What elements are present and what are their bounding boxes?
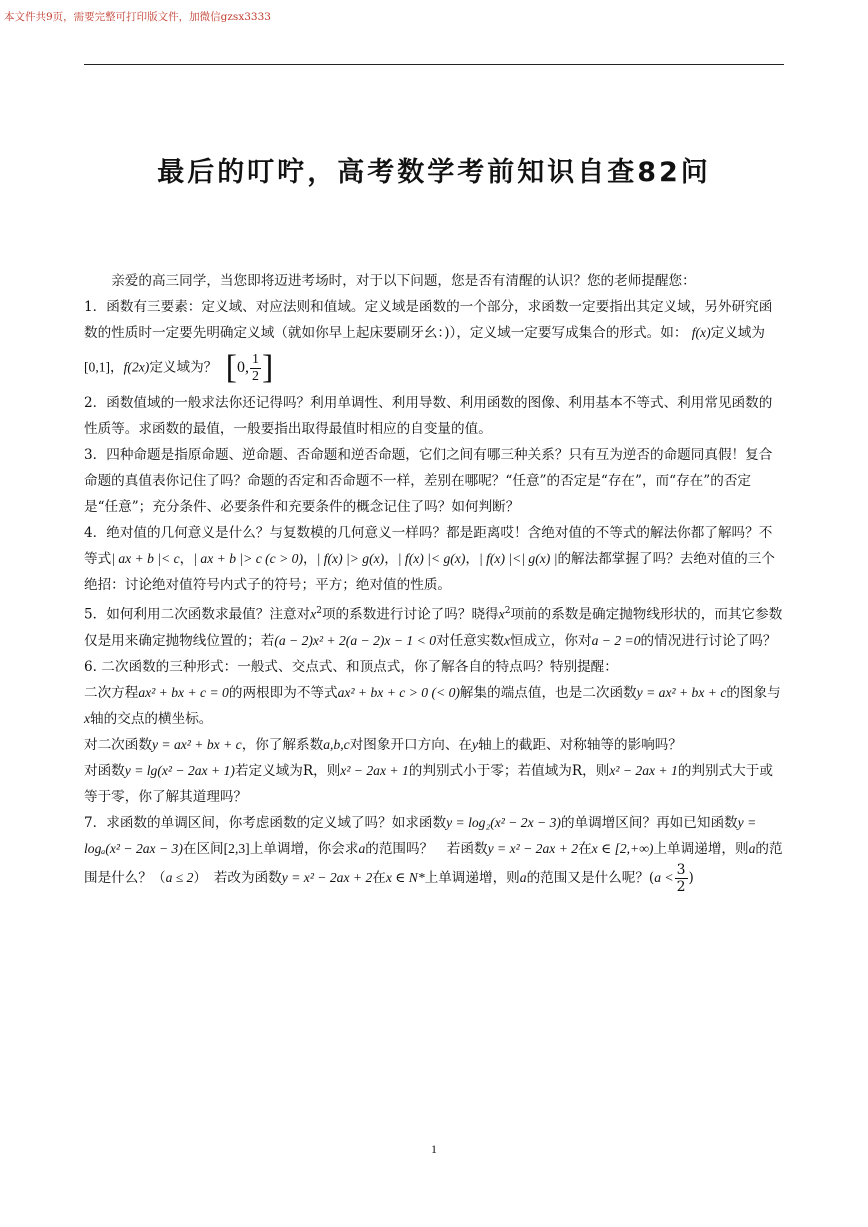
question-1 — [84, 294, 784, 390]
q6-math-quad: x² − 2ax + 1 — [340, 762, 409, 778]
question-3: 3．四种命题是指原命题、逆命题、否命题和逆否命题，它们之间有哪三种关系？只有互为逆否的命题同真假！复合命题的真值表你记住了吗？命题的否定和否命题不一样，差别在哪呢？“任意”的否定是“存在”，而“存在”的否定是“任意”；充分条件、必要条件和充要条件的概念记住了吗？如何判断？ — [84, 447, 773, 515]
q7-math-answer: a ≤ 2 — [165, 869, 194, 885]
q4-text-2: 的解法都掌握了吗？去绝对值的三个绝招：讨论绝对值符号内式子的符号；平方；绝对值的性质。 — [84, 551, 775, 593]
question-4 — [84, 520, 784, 598]
q7-fraction: $\frac{3}{2}$ — [676, 861, 686, 895]
q7-text-c: 在区间 — [182, 840, 224, 857]
q4-sep-3: ， — [384, 551, 398, 567]
q5-text-5: 恒成立，你对 — [510, 632, 592, 649]
q6-math-func-2: y = ax² + bx + c — [151, 736, 242, 752]
q5-text-1: 5．如何利用二次函数求最值？注意对 — [84, 606, 311, 623]
q6-text-j: 对函数 — [84, 762, 125, 779]
q7-math-func-2: y = x² − 2ax + 2 — [281, 869, 373, 885]
q7-math-func: y = x² − 2ax + 2 — [487, 840, 579, 856]
q6-text-e: 轴的交点的横坐标。 — [90, 710, 213, 727]
q6-text-b: 的两根即为不等式 — [228, 684, 338, 701]
question-5: 5．如何利用二次函数求最值？注意对$x^2$项的系数进行讨论了吗？晓得$x^2$项前的系数是确定抛物线形状的，而其它参数仅是用来确定抛物线位置的；若(a − 2)x² + 2(a − 2)x − 1 < 0对任意实数x恒成立，你对a − 2 =0的情况进行讨论了吗？ — [84, 606, 783, 649]
q1-math-fx: f(x) — [691, 325, 711, 340]
q5-text-4: 对任意实数 — [436, 632, 504, 649]
question-2: 2．函数值域的一般求法你还记得吗？利用单调性、利用导数、利用函数的图像、利用基本不等式、利用常见函数的性质等。求函数的最值，一般要指出取得最值时相应的自变量的值。 — [84, 395, 773, 437]
q6-text-l: 的判别式小于零；若值域为R，则 — [408, 762, 610, 779]
q5-text-2: 项的系数进行讨论了吗？晓得 — [321, 606, 499, 623]
q4-sep-4: ， — [465, 551, 479, 567]
q7-text-j: 在 — [372, 869, 386, 886]
q7-math-naturals: x ∈ N* — [385, 869, 425, 885]
q7-text-end: ) — [688, 869, 694, 886]
q1-text-2: 定义域为 — [710, 325, 765, 341]
page-number: 1 — [431, 1142, 437, 1156]
q5-text-6: 的情况进行讨论了吗？ — [640, 632, 777, 649]
q4-text-1: 4．绝对值的几何意义是什么？与复数模的几何意义一样吗？都是距离哎！含绝对值的不等式的解法你都了解吗？不等式 — [84, 525, 773, 567]
question-6-heading: 6. 二次函数的三种形式：一般式、交点式、和顶点式，你了解各自的特点吗？特别提醒： — [84, 658, 618, 675]
q7-var-a-2: a — [748, 840, 756, 856]
q7-text-h: 的范围是什么？（ — [84, 840, 783, 886]
q6-var-x: x — [84, 710, 91, 726]
q4-sep-1: ， — [179, 551, 194, 567]
q1-text-3: ， — [110, 359, 124, 376]
q7-text-a: 7．求函数的单调区间，你考虑函数的定义域了吗？如求函数 — [84, 814, 447, 831]
q7-math-log2: y = log₂(x² − 2x − 3) — [446, 814, 561, 830]
q5-math-ineq: (a − 2)x² + 2(a − 2)x − 1 < 0 — [274, 632, 436, 648]
q6-math-func: y = ax² + bx + c — [636, 684, 727, 700]
question-6-roots — [84, 680, 784, 732]
q1-answer-interval: [ 0, $\frac{1}{2}$ ] — [225, 349, 274, 386]
header-rule — [84, 64, 784, 65]
q4-math-2: | ax + b |> c (c > 0) — [193, 551, 303, 566]
q7-text-f: 在 — [578, 840, 592, 857]
q5-var-x: x — [503, 632, 511, 648]
q4-math-4: | f(x) |< g(x) — [397, 551, 466, 566]
q6-text-n: 的判别式大于或等于零，你了解其道理吗？ — [84, 762, 773, 805]
q6-text-h: 对图象开口方向、在 — [349, 736, 473, 753]
q5-math-eq: a − 2 =0 — [591, 632, 641, 648]
q7-var-a: a — [358, 840, 366, 856]
q6-text-k: 若定义域为R，则 — [234, 762, 341, 779]
watermark-text: 本文件共9页，需要完整可打印版文件，加微信gzsx3333 — [4, 11, 271, 23]
q7-text-k: 上单调递增，则 — [424, 869, 520, 886]
q7-math-answer-2: a < — [654, 869, 674, 885]
q7-text-b: 的单调增区间？再如已知函数 — [560, 814, 738, 831]
q4-math-3: | f(x) |> g(x) — [316, 551, 385, 566]
q7-math-interval: [2,3] — [223, 840, 250, 856]
q6-text-a: 二次方程 — [84, 684, 139, 701]
q6-math-lg: y = lg(x² − 2ax + 1) — [124, 762, 235, 778]
q6-math-ineq: ax² + bx + c > 0 (< 0) — [337, 684, 460, 700]
q5-math-x-2: x — [498, 606, 505, 622]
q1-text-4: 定义域为？ — [149, 359, 218, 376]
q6-math-quad-2: x² − 2ax + 1 — [609, 762, 678, 778]
q6-var-y: y — [472, 736, 479, 752]
q4-sep-2: ， — [303, 551, 317, 567]
q7-math-loga: y = logₐ(x² − 2ax − 3) — [84, 814, 757, 856]
q1-math-f2x: f(2x) — [123, 359, 150, 375]
q1-math-interval: [0,1] — [84, 359, 111, 375]
q7-var-a-3: a — [519, 869, 527, 885]
q6-text-g: ，你了解系数 — [241, 736, 324, 753]
page-title: 最后的叮咛，高考数学考前知识自查82问 — [157, 157, 711, 188]
q1-text: 1．函数有三要素：定义域、对应法则和值域。定义域是函数的一个部分，求函数一定要指出其定义域，另外研究函数的性质时一定要先明确定义域（就如你早上起床要刷牙幺：)），定义域一定要写成集合的形式。如： — [84, 299, 773, 341]
intro-paragraph: 亲爱的高三同学，当您即将迈进考场时，对于以下问题，您是否有清醒的认识？您的老师提醒您： — [111, 273, 696, 289]
q7-math-domain: x ∈ [2,+∞) — [591, 840, 654, 856]
q6-math-abc: a,b,c — [323, 736, 350, 752]
q7-text-l: 的范围又是什么呢？( — [526, 869, 655, 886]
q6-text-d: 的图象与 — [726, 684, 781, 701]
question-6-coeffs — [84, 732, 784, 758]
document-body — [84, 268, 784, 895]
q5-text-3: 项前的系数是确定抛物线形状的，而其它参数仅是用来确定抛物线位置的；若 — [84, 606, 783, 649]
q7-text-i: ） 若改为函数 — [193, 869, 282, 886]
q4-math-5: | f(x) |<| g(x) | — [478, 551, 558, 566]
q6-text-c: 解集的端点值，也是二次函数 — [459, 684, 637, 701]
question-6-lg — [84, 758, 784, 810]
q6-math-eq: ax² + bx + c = 0 — [138, 684, 229, 700]
q6-text-i: 轴上的截距、对称轴等的影响吗？ — [478, 736, 682, 753]
q5-math-x: x — [310, 606, 317, 622]
question-7 — [84, 810, 784, 895]
q7-text-d: 上单调增，你会求 — [249, 840, 359, 857]
q7-text-g: 上单调递增，则 — [653, 840, 749, 857]
q6-text-f: 对二次函数 — [84, 736, 152, 753]
q1-fraction: $\frac{1}{2}$ — [251, 351, 259, 384]
q4-math-1: | ax + b |< c — [111, 551, 180, 566]
q7-text-e: 的范围吗？ 若函数 — [365, 840, 488, 857]
